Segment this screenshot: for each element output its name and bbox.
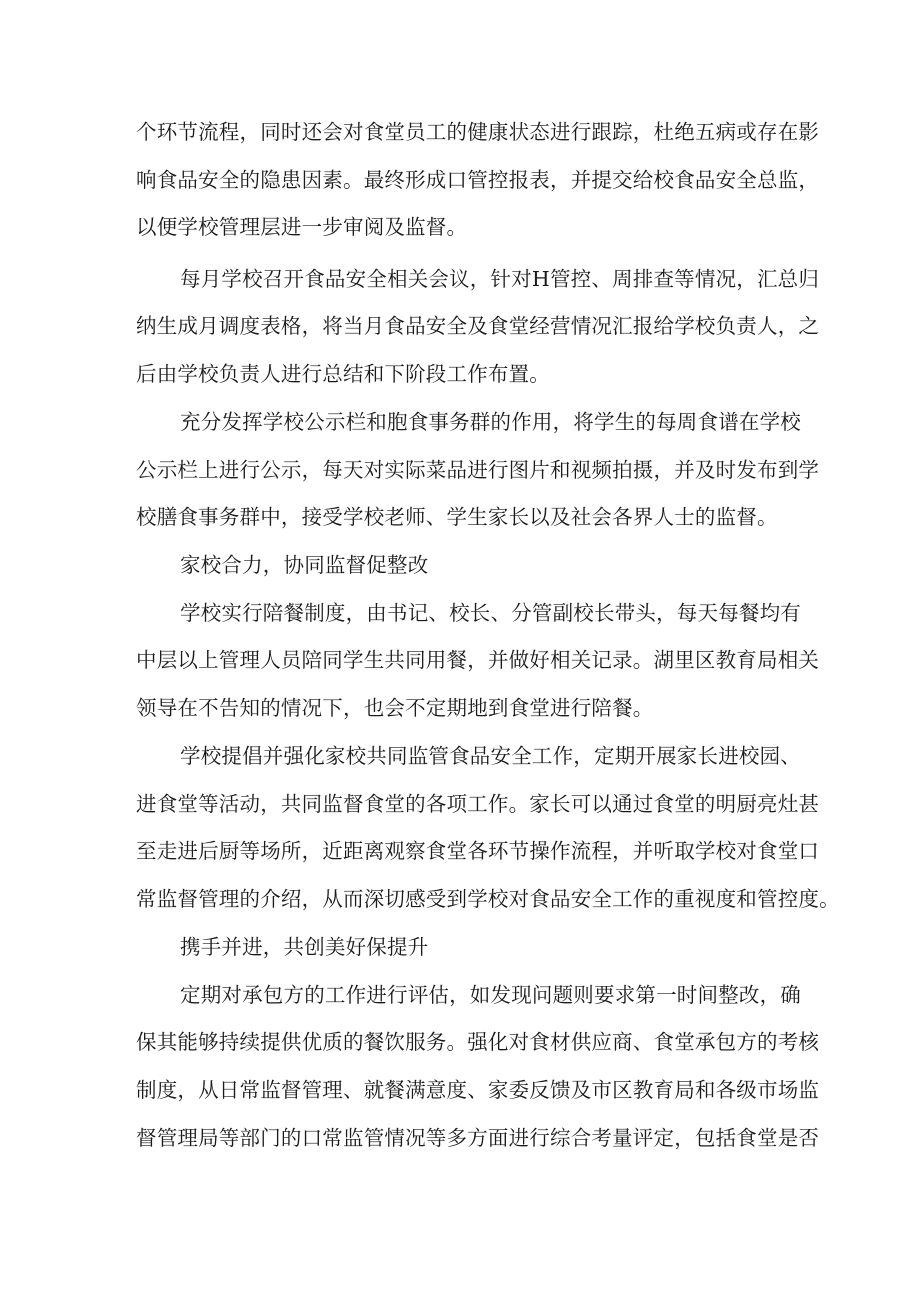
- text-line: 督管理局等部门的口常监管情况等多方面进行综合考量评定，包括食堂是否: [136, 1126, 820, 1150]
- text-line: 定期对承包方的工作进行评估，如发现问题则要求第一时间整改，确: [180, 983, 801, 1007]
- text-line: 后由学校负责人进行总结和下阶段工作布置。: [136, 362, 550, 386]
- text-line: 以便学校管理层进一步审阅及监督。: [136, 215, 468, 239]
- text-line: 校膳食事务群中，接受学校老师、学生家长以及社会各界人士的监督。: [136, 505, 778, 529]
- section-heading: 家校合力，协同监督促整改: [180, 553, 429, 577]
- text-line: 学校实行陪餐制度，由书记、校长、分管副校长带头，每天每餐均有: [180, 601, 801, 625]
- text-line: 至走进后厨等场所，近距离观察食堂各环节操作流程，并听取学校对食堂口: [136, 839, 820, 863]
- text-line: 纳生成月调度表格，将当月食品安全及食堂经营情况汇报给学校负责人，之: [136, 314, 820, 338]
- text-line: 保其能够持续提供优质的餐饮服务。强化对食材供应商、食堂承包方的考核: [136, 1030, 820, 1054]
- section-heading: 携手并进，共创美好保提升: [180, 935, 429, 959]
- text-line: 常监督管理的介绍，从而深切感受到学校对食品安全工作的重视度和管控度。: [136, 887, 840, 911]
- text-line: 进食堂等活动，共同监督食堂的各项工作。家长可以通过食堂的明厨亮灶甚: [136, 792, 820, 816]
- text-line: 中层以上管理人员陪同学生共同用餐，并做好相关记录。湖里区教育局相关: [136, 648, 820, 672]
- text-line: 制度，从日常监督管理、就餐满意度、家委反馈及市区教育局和各级市场监: [136, 1078, 820, 1102]
- text-line: 学校提倡并强化家校共同监管食品安全工作，定期开展家长进校园、: [180, 744, 801, 768]
- text-line: 每月学校召开食品安全相关会议，针对H管控、周排查等情况，汇总归: [180, 267, 820, 291]
- text-line: 领导在不告知的情况下，也会不定期地到食堂进行陪餐。: [136, 696, 654, 720]
- text-line: 个环节流程，同时还会对食堂员工的健康状态进行跟踪，杜绝五病或存在影: [136, 120, 820, 144]
- text-line: 公示栏上进行公示，每天对实际菜品进行图片和视频拍摄，并及时发布到学: [136, 458, 820, 482]
- text-line: 响食品安全的隐患因素。最终形成口管控报表，并提交给校食品安全总监，: [136, 168, 820, 192]
- text-line: 充分发挥学校公示栏和胞食事务群的作用，将学生的每周食谱在学校: [180, 410, 801, 434]
